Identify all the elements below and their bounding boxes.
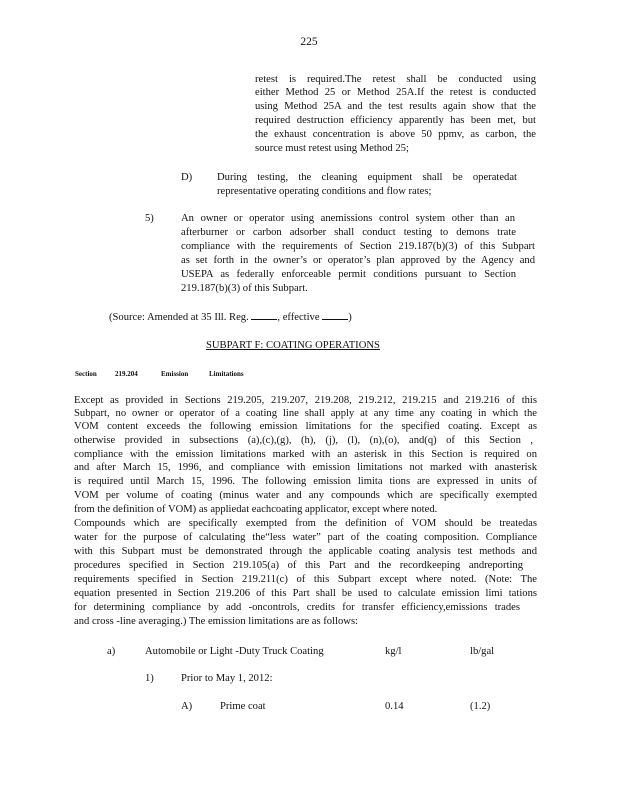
- retest-line: using Method 25A and the test results again show that the: [255, 101, 536, 112]
- item-A-label: A): [181, 701, 193, 712]
- body-line: Subpart, no owner or operator of a coating line shall apply at any time any coating in which the: [74, 408, 537, 419]
- body-line: Except as provided in Sections 219.205, 219.207, 219.208, 219.212, 219.215 and 219.216 of this: [74, 395, 537, 406]
- unit-lb-per-gal: lb/gal: [470, 646, 495, 657]
- item-d-label: D): [181, 172, 193, 183]
- item-5-line: An owner or operator using anemissions control system other than an: [181, 213, 515, 224]
- item-A-text: Prime coat: [220, 701, 266, 712]
- source-suffix: ): [348, 312, 352, 323]
- body-line: water for the purpose of calculating the“less water” part of the coating composition. Compliance: [74, 532, 537, 543]
- body-line: VOM content exceeds the following emission limitations for the specified coating. Except as: [74, 421, 537, 432]
- item-5-line: afterburner or carbon adsorber shall conduct testing to demons trate: [181, 227, 516, 238]
- body-line: Compounds which are specifically exempted from the definition of VOM should be treatedas: [74, 518, 537, 529]
- item-5-label: 5): [145, 213, 154, 224]
- item-d-line: representative operating conditions and flow rates;: [217, 186, 432, 197]
- unit-kg-per-l: kg/l: [385, 646, 402, 657]
- body-line: is required until March 15, 1996. The following emission limita tions are expressed in units of: [74, 476, 537, 487]
- body-line: procedures specified in Section 219.105(a) of this Part and the recordkeeping andreporting: [74, 560, 523, 571]
- item-1-text: Prior to May 1, 2012:: [181, 673, 273, 684]
- retest-line: the exhaust concentration is above 50 ppmv, as carbon, the: [255, 129, 536, 140]
- item-5-line: as set forth in the owner’s or operator’s plan approved by the Agency and: [181, 255, 535, 266]
- section-title: Emission: [161, 370, 189, 378]
- retest-line: source must retest using Method 25;: [255, 143, 409, 154]
- section-subtitle: Limitations: [209, 370, 244, 378]
- item-5-line: compliance with the requirements of Section 219.187(b)(3) of this Subpart: [181, 241, 535, 252]
- item-1-label: 1): [145, 673, 154, 684]
- page-number: 225: [300, 36, 318, 48]
- body-line: from the definition of VOM) as appliedat eachcoating applicator, except where noted.: [74, 504, 438, 515]
- source-prefix: (Source: Amended at 35 Ill. Reg.: [109, 312, 249, 323]
- body-line: and after March 15, 1996, and compliance with emission limitations not marked with anasterisk: [74, 462, 537, 473]
- body-line: otherwise provided in subsections (a),(c),(g), (h), (j), (l), (n),(o), and(q) of this Section ,: [74, 435, 533, 446]
- item-a-text: Automobile or Light -Duty Truck Coating: [145, 646, 324, 657]
- subpart-title: SUBPART F: COATING OPERATIONS: [206, 340, 380, 351]
- blank-underline: [322, 311, 348, 320]
- section-number: 219.204: [115, 370, 138, 378]
- prime-coat-kg-per-l: 0.14: [385, 701, 404, 712]
- source-note: [109, 311, 352, 324]
- item-5-line: 219.187(b)(3) of this Subpart.: [181, 283, 308, 294]
- source-middle: , effective: [277, 312, 320, 323]
- item-a-label: a): [107, 646, 116, 657]
- body-line: with this Subpart must be demonstrated through the applicable coating analysis test methods and: [74, 546, 537, 557]
- section-label: Section: [75, 370, 97, 378]
- item-d-line: During testing, the cleaning equipment shall be operatedat: [217, 172, 517, 183]
- body-line: compliance with the emission limitations marked with an asterisk in this Section is required on: [74, 449, 537, 460]
- retest-line: retest is required.The retest shall be conducted using: [255, 74, 536, 85]
- blank-underline: [251, 311, 277, 320]
- retest-line: required destruction efficiency apparently has been met, but: [255, 115, 536, 126]
- body-line: equation presented in Section 219.206 of this Part shall be used to calculate emission limi tations: [74, 588, 537, 599]
- item-5-line: USEPA as federally enforceable permit conditions pursuant to Section: [181, 269, 516, 280]
- prime-coat-lb-per-gal: (1.2): [470, 701, 491, 712]
- body-line: for determining compliance by add -oncontrols, credits for transfer efficiency,emissions trades: [74, 602, 520, 613]
- body-line: and cross -line averaging.) The emission limitations are as follows:: [74, 616, 359, 627]
- body-line: requirements specified in Section 219.211(c) of this Subpart except where noted. (Note: The: [74, 574, 537, 585]
- body-line: VOM per volume of coating (minus water and any compounds which are specifically exempted: [74, 490, 537, 501]
- retest-line: either Method 25 or Method 25A.If the retest is conducted: [255, 87, 536, 98]
